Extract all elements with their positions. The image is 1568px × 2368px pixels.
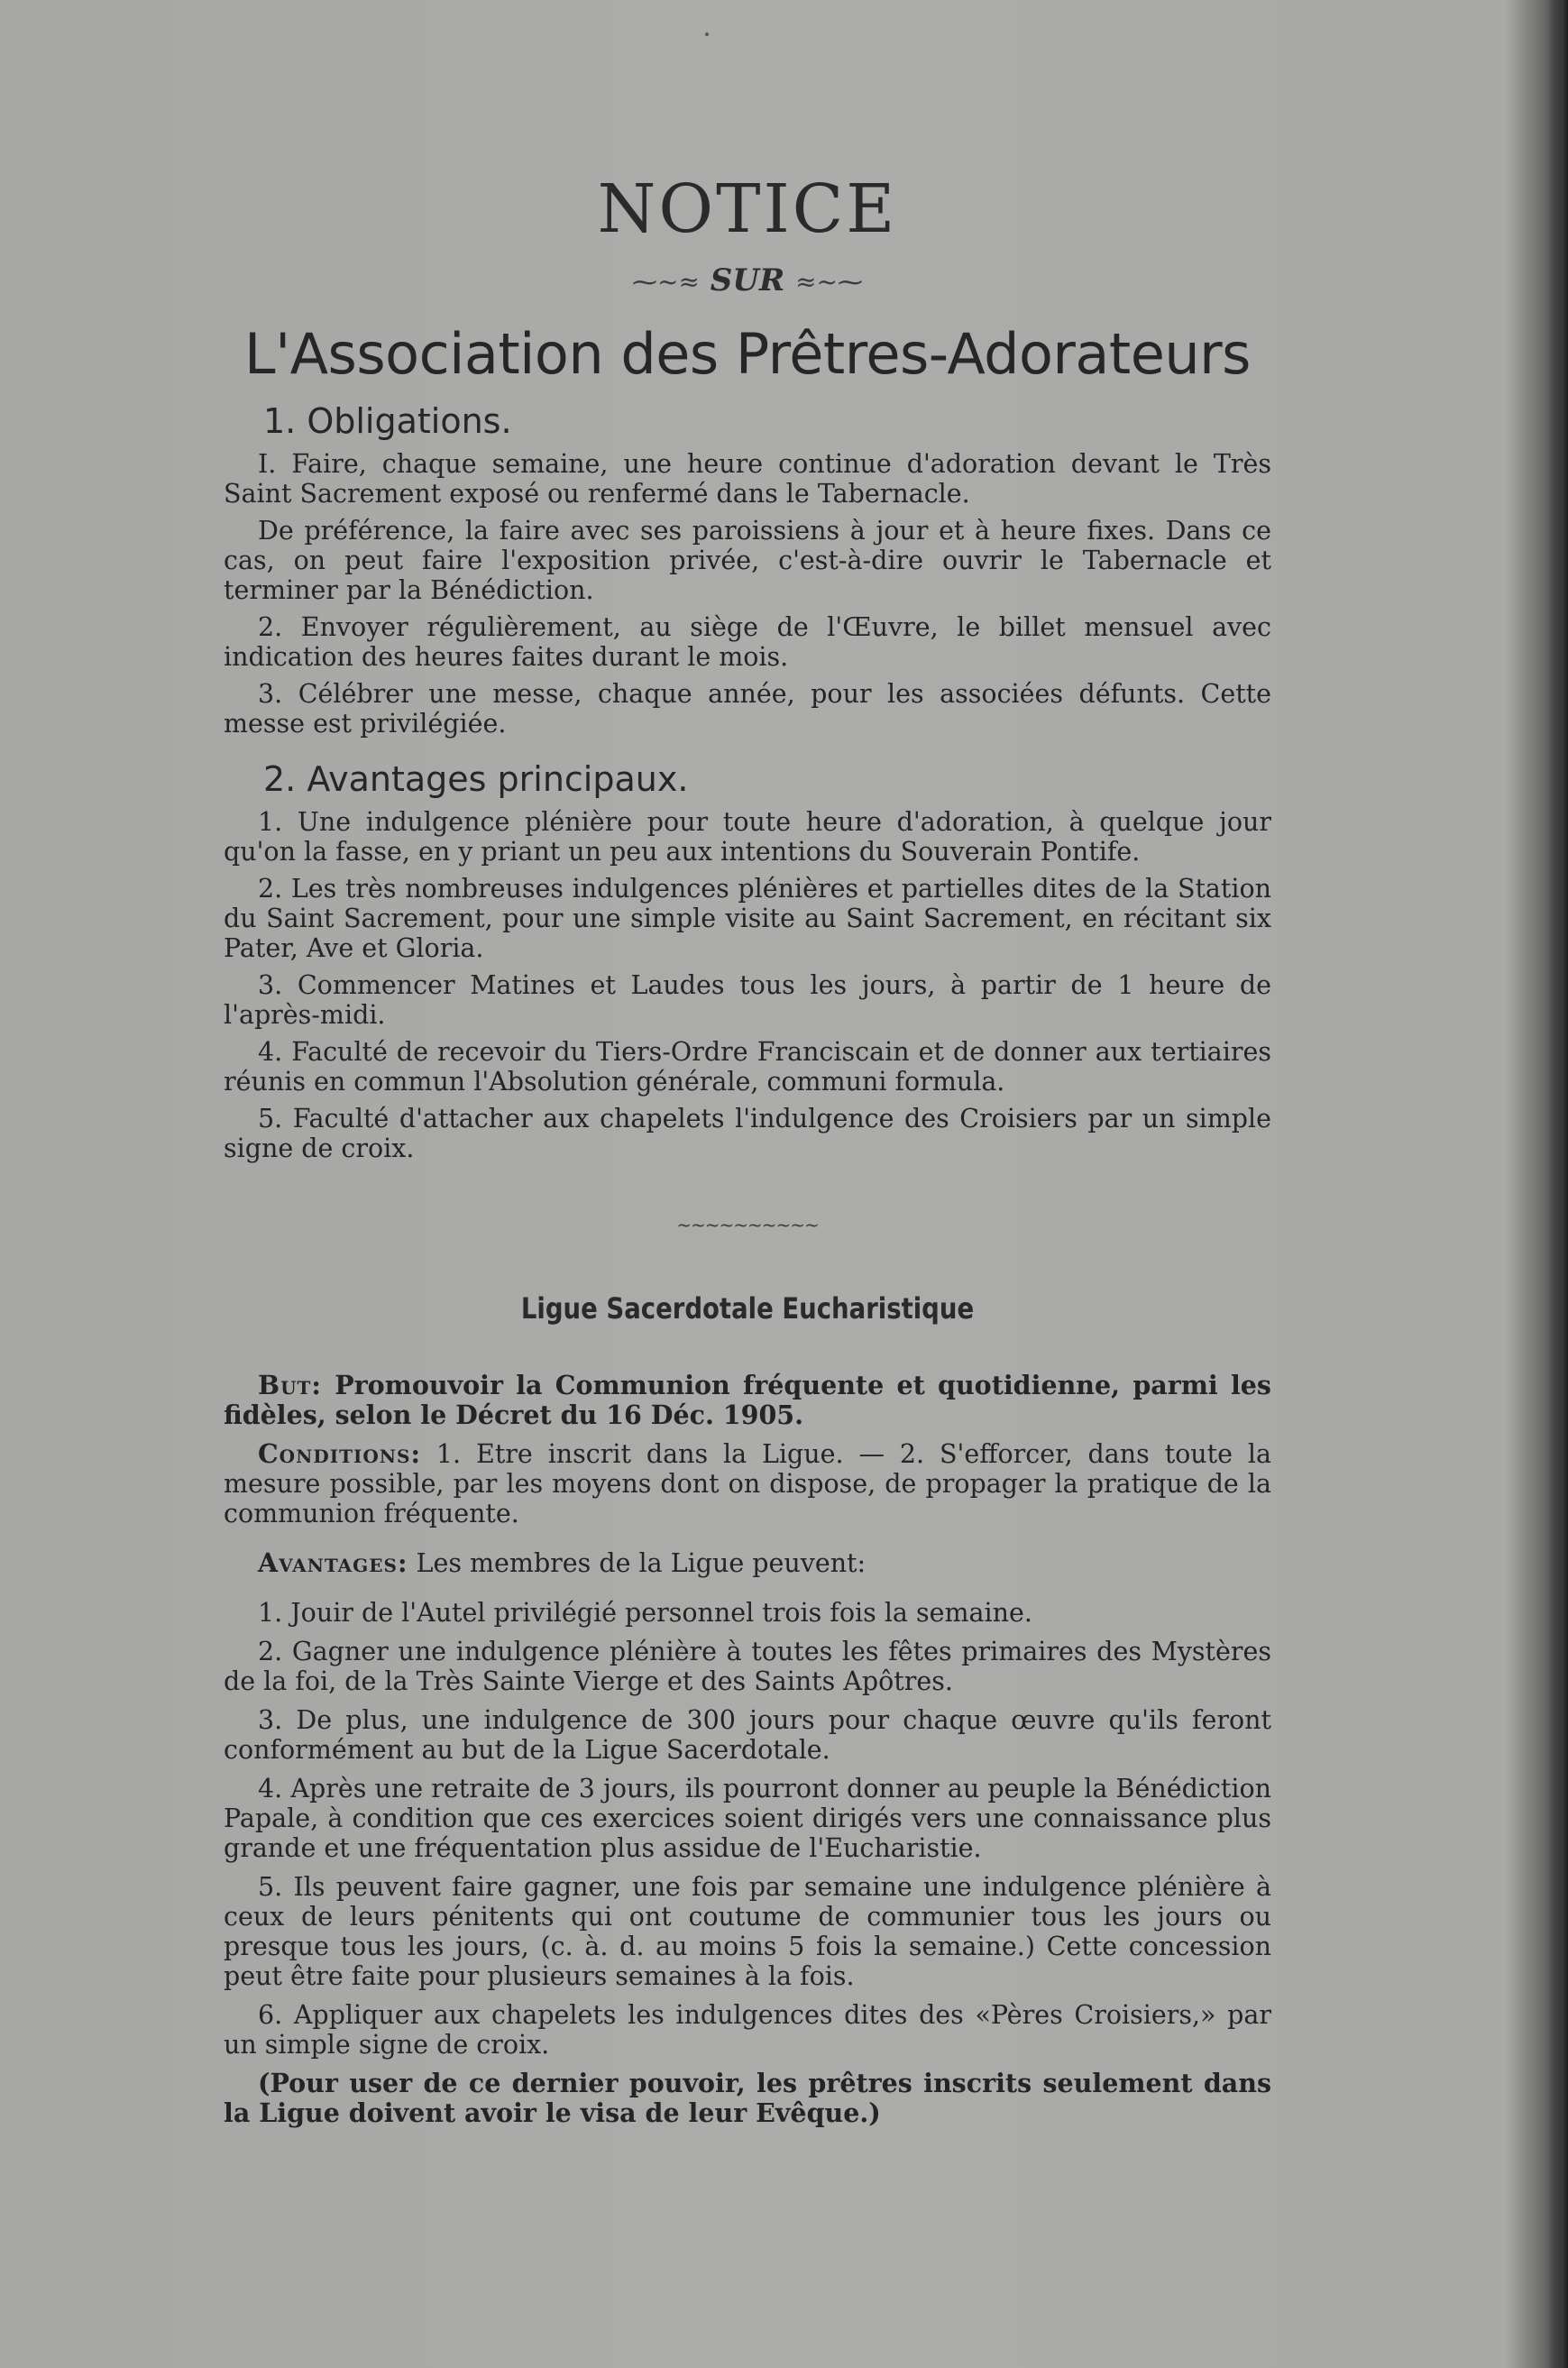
wavy-separator: ~~~~~~~~~~ — [676, 1214, 819, 1235]
ligue-item: 2. Gagner une indulgence plénière à toutes les fêtes primaires des Mystères de la foi, de la Très Sainte Vierge et des Saints Apôtres. — [224, 1637, 1271, 1696]
sur-ornament — [224, 256, 1271, 305]
obligation-paragraph: I. Faire, chaque semaine, une heure continue d'adoration devant le Très Saint Sacrement exposé ou renfermé dans le Tabernacle. — [224, 449, 1271, 509]
left-flourish-icon: ⁓~≈ — [632, 267, 700, 297]
obligation-paragraph: De préférence, la faire avec ses paroissiens à jour et à heure fixes. Dans ce cas, on peut faire l'exposition privée, c'est-à-dire ouvrir le Tabernacle et terminer par la Bénédiction. — [224, 516, 1271, 605]
but-text: Promouvoir la Communion fréquente et quotidienne, parmi les fidèles, selon le Décret du 16 Déc. 1905. — [224, 1370, 1271, 1430]
document-body — [224, 135, 1271, 2128]
ligue-title: Ligue Sacerdotale Eucharistique — [520, 1291, 975, 1326]
ligue-item: 3. De plus, une indulgence de 300 jours pour chaque œuvre qu'ils feront conformément au but de la Ligue Sacerdotale. — [224, 1705, 1271, 1765]
conditions-text: 1. Etre inscrit dans la Ligue. — 2. S'efforcer, dans toute la mesure possible, par les moyens dont on dispose, de propager la pratique de la communion fréquente. — [224, 1439, 1271, 1528]
avantage-paragraph: 1. Une indulgence plénière pour toute heure d'adoration, à quelque jour qu'on la fasse, en y priant un peu aux intentions du Souverain Pontife. — [224, 807, 1271, 867]
section-obligations-heading: 1. Obligations. — [263, 401, 512, 441]
ligue-avantages — [224, 1548, 1271, 1578]
print-speck — [705, 32, 709, 36]
notice-title: NOTICE — [597, 170, 898, 248]
avantage-paragraph: 2. Les très nombreuses indulgences plénières et partielles dites de la Station du Saint Sacrement, pour une simple visite au Saint Sacrement, en récitant six Pater, Ave et Gloria. — [224, 874, 1271, 963]
avantage-paragraph: 4. Faculté de recevoir du Tiers-Ordre Franciscain et de donner aux tertiaires réunis en commun l'Absolution générale, communi formula. — [224, 1037, 1271, 1097]
page-edge-shadow — [1548, 0, 1568, 2368]
conditions-label: Conditions: — [258, 1438, 421, 1469]
ligue-item: 1. Jouir de l'Autel privilégié personnel trois fois la semaine. — [258, 1598, 1032, 1628]
ligue-conditions — [224, 1439, 1271, 1528]
right-flourish-icon: ≈~⁓ — [795, 267, 863, 297]
ligue-note: (Pour user de ce dernier pouvoir, les prêtres inscrits seulement dans la Ligue doivent avoir le visa de leur Evêque.) — [224, 2068, 1271, 2128]
obligation-paragraph: 3. Célébrer une messe, chaque année, pour les associées défunts. Cette messe est privilégiée. — [224, 679, 1271, 739]
ligue-item: 4. Après une retraite de 3 jours, ils pourront donner au peuple la Bénédiction Papale, à condition que ces exercices soient dirigés vers une connaissance plus grande et une fréquentation plus assidue de l'Eucharistie. — [224, 1774, 1271, 1863]
avantage-paragraph: 3. Commencer Matines et Laudes tous les jours, à partir de 1 heure de l'après-midi. — [224, 970, 1271, 1030]
ligue-but — [224, 1371, 1271, 1430]
sur-label: SUR — [710, 262, 785, 298]
avantage-paragraph: 5. Faculté d'attacher aux chapelets l'indulgence des Croisiers par un simple signe de croix. — [224, 1104, 1271, 1163]
avantages-label: Avantages: — [258, 1547, 408, 1578]
avantages-text: Les membres de la Ligue peuvent: — [416, 1548, 867, 1578]
obligation-paragraph: 2. Envoyer régulièrement, au siège de l'Œuvre, le billet mensuel avec indication des heures faites durant le mois. — [224, 612, 1271, 672]
but-label: But: — [258, 1370, 322, 1400]
section-avantages-heading: 2. Avantages principaux. — [263, 759, 689, 799]
ligue-item: 6. Appliquer aux chapelets les indulgences dites des «Pères Croisiers,» par un simple signe de croix. — [224, 2000, 1271, 2060]
association-title: L'Association des Prêtres-Adorateurs — [244, 321, 1251, 387]
ligue-item: 5. Ils peuvent faire gagner, une fois par semaine une indulgence plénière à ceux de leurs pénitents qui ont coutume de communier tous les jours ou presque tous les jours, (c. à. d. au moins 5 fois la semaine.) Cette concession peut être faite pour plusieurs semaines à la fois. — [224, 1872, 1271, 1991]
